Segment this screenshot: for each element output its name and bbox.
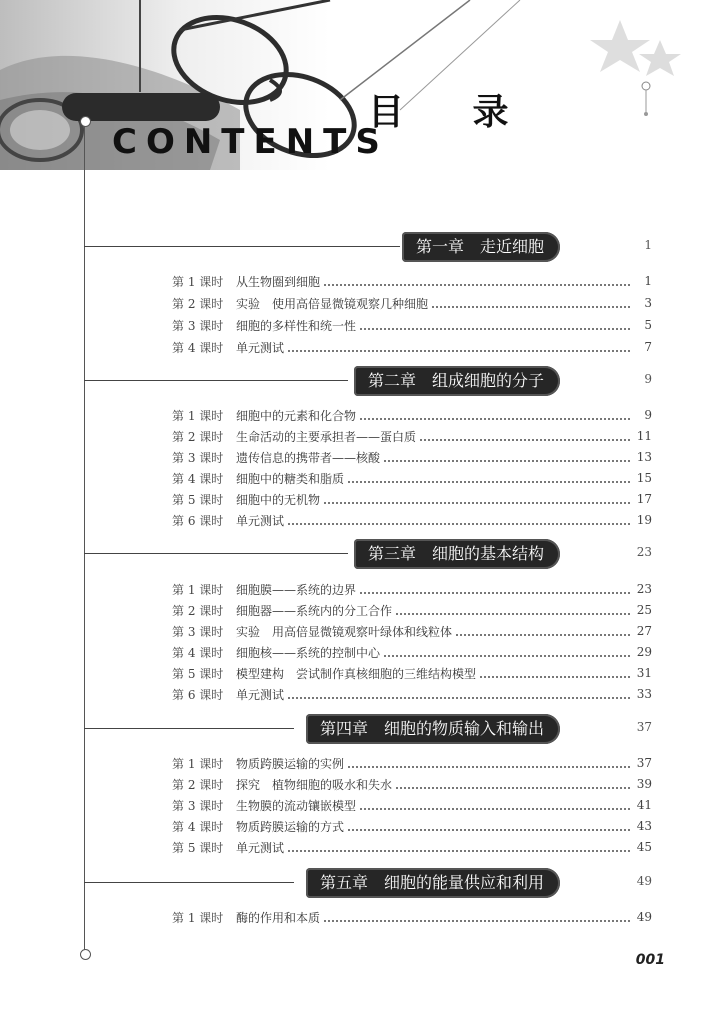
- dot-leader: [384, 459, 630, 462]
- lesson-row[interactable]: [172, 601, 652, 619]
- lesson-number: 第 4 课时: [172, 645, 224, 660]
- chapter-page: 37: [636, 720, 652, 734]
- lesson-number: 第 1 课时: [172, 756, 224, 771]
- lesson-number: 第 2 课时: [172, 429, 224, 444]
- dot-leader: [288, 849, 630, 852]
- lesson-number: 第 4 课时: [172, 340, 224, 355]
- chapter-3[interactable]: [84, 539, 660, 569]
- lesson-number: 第 2 课时: [172, 777, 224, 792]
- lesson-number: 第 1 课时: [172, 408, 224, 423]
- chapter-page: 49: [636, 874, 652, 888]
- lesson-page: 29: [636, 645, 652, 659]
- page-subtitle: CONTENTS: [112, 122, 389, 162]
- lesson-page: 41: [636, 798, 652, 812]
- lesson-title: 酶的作用和本质: [236, 910, 321, 925]
- lesson-title: 单元测试: [236, 840, 285, 855]
- lesson-number: 第 5 课时: [172, 840, 224, 855]
- lesson-number: 第 6 课时: [172, 513, 224, 528]
- lesson-number: 第 1 课时: [172, 582, 224, 597]
- lesson-page: 17: [636, 492, 652, 506]
- lesson-page: 1: [644, 274, 652, 288]
- lesson-row[interactable]: [172, 580, 652, 598]
- lesson-page: 15: [636, 471, 652, 485]
- lesson-page: 37: [636, 756, 652, 770]
- lesson-number: 第 3 课时: [172, 450, 224, 465]
- lesson-row[interactable]: [172, 754, 652, 772]
- dot-leader: [384, 654, 630, 657]
- lesson-page: 49: [636, 910, 652, 924]
- lesson-title: 单元测试: [236, 513, 285, 528]
- dot-leader: [288, 522, 630, 525]
- lesson-row[interactable]: [172, 272, 652, 290]
- lesson-page: 5: [644, 318, 652, 332]
- lesson-title: 生命活动的主要承担者——蛋白质: [236, 429, 417, 444]
- lesson-row[interactable]: [172, 796, 652, 814]
- lesson-row[interactable]: [172, 427, 652, 445]
- lesson-title: 细胞中的无机物: [236, 492, 321, 507]
- chapter-title[interactable]: 第四章 细胞的物质输入和输出: [306, 714, 560, 744]
- chapter-rule: [84, 380, 348, 381]
- dot-leader: [324, 501, 630, 504]
- lesson-title: 实验 使用高倍显微镜观察几种细胞: [236, 296, 429, 311]
- chapter-page: 9: [644, 372, 652, 386]
- dot-leader: [324, 919, 630, 922]
- lesson-page: 19: [636, 513, 652, 527]
- chapter-page: 23: [636, 545, 652, 559]
- chapter-rule: [84, 728, 294, 729]
- lesson-title: 细胞中的糖类和脂质: [236, 471, 345, 486]
- lesson-page: 33: [636, 687, 652, 701]
- dot-leader: [396, 786, 630, 789]
- page-number: 001: [635, 952, 665, 968]
- lesson-page: 7: [644, 340, 652, 354]
- chapter-rule: [84, 246, 400, 247]
- lesson-page: 43: [636, 819, 652, 833]
- dot-leader: [288, 349, 630, 352]
- lesson-number: 第 6 课时: [172, 687, 224, 702]
- lesson-number: 第 1 课时: [172, 274, 224, 289]
- lesson-title: 细胞膜——系统的边界: [236, 582, 357, 597]
- lesson-title: 细胞器——系统内的分工合作: [236, 603, 393, 618]
- lesson-title: 物质跨膜运输的实例: [236, 756, 345, 771]
- lesson-title: 探究 植物细胞的吸水和失水: [236, 777, 393, 792]
- lesson-row[interactable]: [172, 469, 652, 487]
- lesson-page: 13: [636, 450, 652, 464]
- lesson-number: 第 3 课时: [172, 798, 224, 813]
- dot-leader: [360, 591, 630, 594]
- dot-leader: [456, 633, 630, 636]
- lesson-number: 第 3 课时: [172, 624, 224, 639]
- lesson-row[interactable]: [172, 622, 652, 640]
- lesson-title: 模型建构 尝试制作真核细胞的三维结构模型: [236, 666, 477, 681]
- lesson-number: 第 2 课时: [172, 296, 224, 311]
- lesson-title: 细胞的多样性和统一性: [236, 318, 357, 333]
- timeline-bottom-dot: [80, 949, 91, 960]
- lesson-row[interactable]: [172, 338, 652, 356]
- lesson-title: 细胞核——系统的控制中心: [236, 645, 381, 660]
- lesson-number: 第 2 课时: [172, 603, 224, 618]
- chapter-1[interactable]: [84, 232, 660, 262]
- lesson-row[interactable]: [172, 664, 652, 682]
- lesson-page: 27: [636, 624, 652, 638]
- lesson-number: 第 3 课时: [172, 318, 224, 333]
- lesson-number: 第 5 课时: [172, 666, 224, 681]
- lesson-number: 第 5 课时: [172, 492, 224, 507]
- dot-leader: [348, 480, 630, 483]
- lesson-title: 实验 用高倍显微镜观察叶绿体和线粒体: [236, 624, 453, 639]
- lesson-title: 从生物圈到细胞: [236, 274, 321, 289]
- lesson-row[interactable]: [172, 511, 652, 529]
- lesson-row[interactable]: [172, 294, 652, 312]
- chapter-4[interactable]: [84, 714, 660, 744]
- lesson-title: 遗传信息的携带者——核酸: [236, 450, 381, 465]
- lesson-row[interactable]: [172, 775, 652, 793]
- chapter-5[interactable]: [84, 868, 660, 898]
- chapter-rule: [84, 882, 294, 883]
- lesson-row[interactable]: [172, 817, 652, 835]
- lesson-title: 单元测试: [236, 340, 285, 355]
- lesson-number: 第 1 课时: [172, 910, 224, 925]
- chapter-title[interactable]: 第五章 细胞的能量供应和利用: [306, 868, 560, 898]
- lesson-page: 23: [636, 582, 652, 596]
- dot-leader: [432, 305, 630, 308]
- lesson-page: 45: [636, 840, 652, 854]
- chapter-page: 1: [644, 238, 652, 252]
- dot-leader: [360, 807, 630, 810]
- lesson-row[interactable]: [172, 490, 652, 508]
- dot-leader: [420, 438, 630, 441]
- lesson-number: 第 4 课时: [172, 471, 224, 486]
- lesson-row[interactable]: [172, 908, 652, 926]
- chapter-title[interactable]: 第三章 细胞的基本结构: [354, 539, 560, 569]
- dot-leader: [324, 283, 630, 286]
- lesson-row[interactable]: [172, 316, 652, 334]
- lesson-page: 39: [636, 777, 652, 791]
- lesson-page: 3: [644, 296, 652, 310]
- dot-leader: [360, 417, 630, 420]
- chapter-2[interactable]: [84, 366, 660, 396]
- lesson-page: 25: [636, 603, 652, 617]
- chapter-title[interactable]: 第二章 组成细胞的分子: [354, 366, 560, 396]
- lesson-number: 第 4 课时: [172, 819, 224, 834]
- lesson-row[interactable]: [172, 448, 652, 466]
- lesson-title: 物质跨膜运输的方式: [236, 819, 345, 834]
- lesson-page: 11: [636, 429, 652, 443]
- chapter-rule: [84, 553, 348, 554]
- dot-leader: [288, 696, 630, 699]
- lesson-title: 生物膜的流动镶嵌模型: [236, 798, 357, 813]
- dot-leader: [348, 828, 630, 831]
- lesson-page: 31: [636, 666, 652, 680]
- dot-leader: [396, 612, 630, 615]
- lesson-row[interactable]: [172, 643, 652, 661]
- lesson-page: 9: [644, 408, 652, 422]
- timeline-top-dot: [80, 116, 91, 127]
- lesson-title: 单元测试: [236, 687, 285, 702]
- lesson-row[interactable]: [172, 406, 652, 424]
- dot-leader: [480, 675, 630, 678]
- lesson-row[interactable]: [172, 838, 652, 856]
- page-title: 目 录: [368, 92, 537, 133]
- dot-leader: [360, 327, 630, 330]
- chapter-title[interactable]: 第一章 走近细胞: [402, 232, 560, 262]
- lesson-row[interactable]: [172, 685, 652, 703]
- lesson-title: 细胞中的元素和化合物: [236, 408, 357, 423]
- dot-leader: [348, 765, 630, 768]
